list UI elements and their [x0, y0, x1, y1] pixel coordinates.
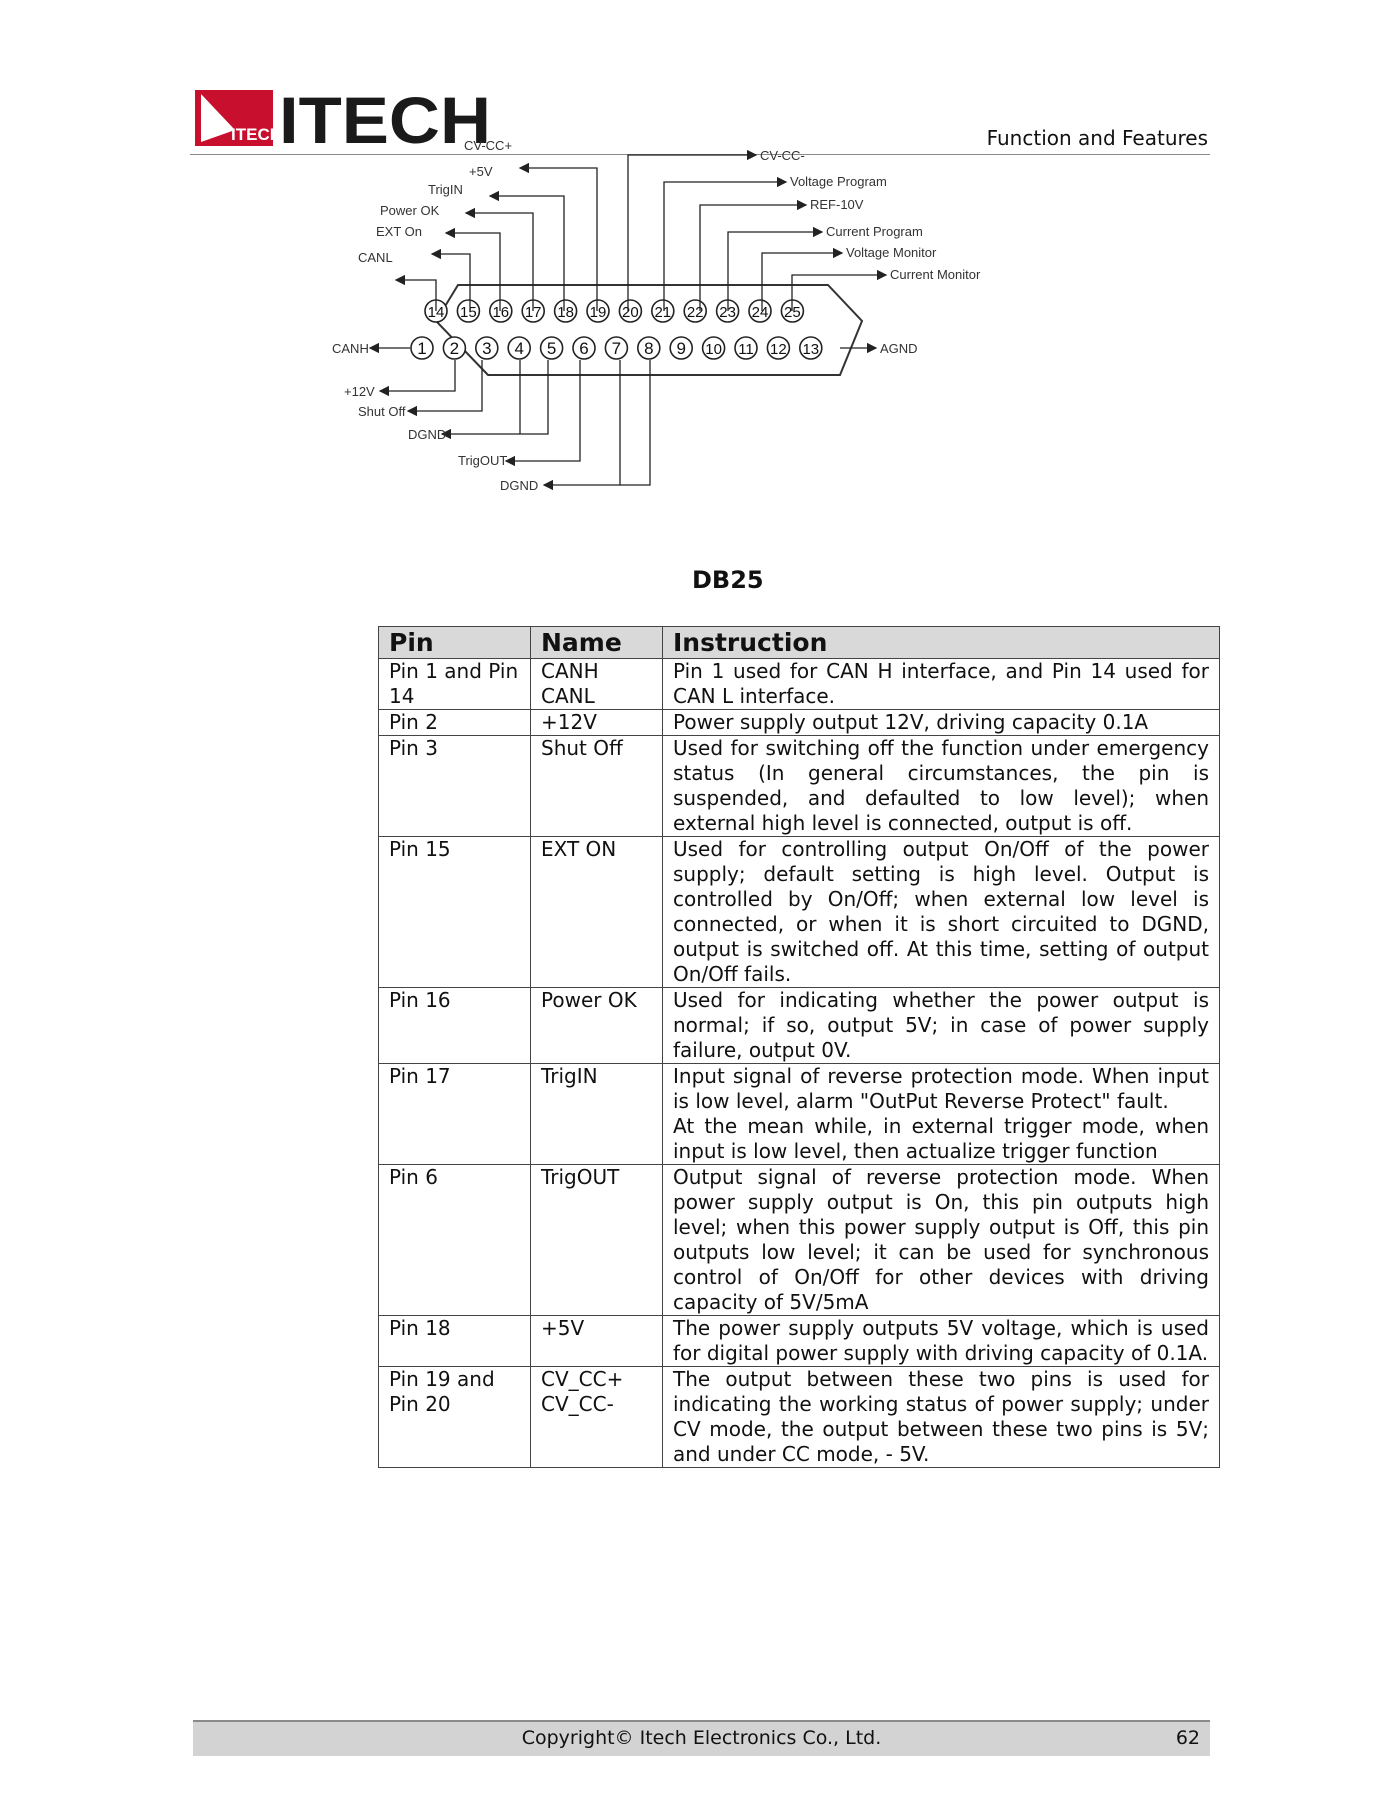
pin-25-label: 25: [784, 304, 801, 321]
label-plus5v: +5V: [469, 164, 493, 179]
cell-instruction: Used for indicating whether the power output is normal; if so, output 5V; in case of power supply failure, output 0V.: [663, 988, 1220, 1064]
pin-21-label: 21: [654, 304, 672, 321]
label-cv-cc-minus: CV-CC-: [760, 148, 805, 163]
table-row: [379, 1064, 1220, 1165]
table-row: [379, 659, 1220, 710]
cell-name: Shut Off: [531, 736, 663, 837]
label-current-monitor: Current Monitor: [890, 267, 981, 282]
label-shut-off: Shut Off: [358, 404, 406, 419]
table-header-row: [379, 627, 1220, 659]
cell-instruction: Output signal of reverse protection mode. When power supply output is On, this pin outputs high level; when this power supply output is Off, this pin outputs low level; it can be used for synchronous control of On/Off for other devices with driving capacity of 5V/5mA: [663, 1165, 1220, 1316]
cell-pin: Pin 2: [379, 710, 531, 736]
pin-22-label: 22: [686, 304, 704, 321]
table-row: [379, 988, 1220, 1064]
label-cv-cc-plus: CV-CC+: [464, 138, 513, 153]
cell-name: Power OK: [531, 988, 663, 1064]
pin-24-label: 24: [751, 304, 769, 321]
logo-wordmark: ITECH: [279, 83, 491, 157]
table-row: [379, 710, 1220, 736]
pin-13-label: 13: [802, 341, 820, 358]
cell-instruction: The power supply outputs 5V voltage, which is used for digital power supply with driving capacity of 0.1A.: [663, 1316, 1220, 1367]
pin-15-label: 15: [460, 304, 477, 321]
pin-5-label: 5: [546, 339, 557, 358]
label-dgnd-1: DGND: [408, 427, 447, 442]
header-name: Name: [531, 627, 663, 659]
table-row: [379, 837, 1220, 988]
diagram-caption: DB25: [692, 566, 764, 594]
label-plus12v: +12V: [344, 384, 375, 399]
pin-8-label: 8: [644, 339, 654, 358]
label-canl: CANL: [358, 250, 393, 265]
label-ref-10v: REF-10V: [810, 197, 864, 212]
cell-name: +5V: [531, 1316, 663, 1367]
cell-name: CANH CANL: [531, 659, 663, 710]
pin-1-label: 1: [417, 339, 427, 358]
cell-instruction: Used for controlling output On/Off of the power supply; default setting is high level. Output is controlled by On/Off; when external low level is connected, or when it is short circuited to DGND, output is switched off. At this time, setting of output On/Off fails.: [663, 837, 1220, 988]
pin-3-label: 3: [482, 339, 492, 358]
label-power-ok: Power OK: [380, 203, 440, 218]
cell-pin: Pin 18: [379, 1316, 531, 1367]
cell-instruction: The output between these two pins is used for indicating the working status of power supply; under CV mode, the output between these two pins is 5V; and under CC mode, - 5V.: [663, 1367, 1220, 1468]
section-title: Function and Features: [986, 126, 1208, 150]
cell-name: CV_CC+ CV_CC-: [531, 1367, 663, 1468]
db25-pinout-diagram: [332, 138, 1160, 595]
header-instruction: Instruction: [663, 627, 1220, 659]
pin-7-label: 7: [611, 339, 622, 358]
pin-14-label: 14: [427, 304, 445, 321]
table-row: [379, 1316, 1220, 1367]
table-row: [379, 736, 1220, 837]
label-ext-on: EXT On: [376, 224, 423, 239]
pin-table: [378, 626, 1220, 1468]
cell-instruction: Input signal of reverse protection mode. When input is low level, alarm "OutPut Reverse Protect" fault. At the mean while, in external trigger mode, when input is low level, then actualize trigger function: [663, 1064, 1220, 1165]
cell-pin: Pin 15: [379, 837, 531, 988]
pin-9-label: 9: [676, 339, 686, 358]
label-voltage-monitor: Voltage Monitor: [846, 245, 937, 260]
pin-18-label: 18: [557, 304, 574, 321]
page-footer: [193, 1720, 1210, 1756]
cell-instruction: Power supply output 12V, driving capacity 0.1A: [663, 710, 1220, 736]
label-canh: CANH: [332, 341, 369, 356]
label-dgnd-2: DGND: [500, 478, 539, 493]
table-row: [379, 1165, 1220, 1316]
cell-pin: Pin 17: [379, 1064, 531, 1165]
cell-pin: Pin 1 and Pin 14: [379, 659, 531, 710]
cell-pin: Pin 16: [379, 988, 531, 1064]
cell-pin: Pin 6: [379, 1165, 531, 1316]
cell-name: EXT ON: [531, 837, 663, 988]
logo-badge-text: ITECH: [231, 125, 282, 144]
cell-instruction: Used for switching off the function under emergency status (In general circumstances, the pin is suspended, and defaulted to low level); when external high level is connected, output is off.: [663, 736, 1220, 837]
label-trigout: TrigOUT: [458, 453, 508, 468]
table-row: [379, 1367, 1220, 1468]
page-number: 62: [1175, 1727, 1200, 1749]
pin-16-label: 16: [492, 304, 510, 321]
cell-name: +12V: [531, 710, 663, 736]
cell-pin: Pin 19 and Pin 20: [379, 1367, 531, 1468]
label-trigin: TrigIN: [428, 182, 463, 197]
bottom-pin-row: [411, 337, 822, 359]
copyright-text: Copyright© Itech Electronics Co., Ltd.: [521, 1727, 882, 1749]
pin-19-label: 19: [589, 304, 607, 321]
page-header: [190, 84, 1210, 155]
label-current-program: Current Program: [826, 224, 923, 239]
pin-20-label: 20: [622, 304, 639, 321]
pin-23-label: 23: [719, 304, 736, 321]
pin-11-label: 11: [738, 341, 754, 358]
cell-name: TrigOUT: [531, 1165, 663, 1316]
label-agnd: AGND: [880, 341, 918, 356]
pin-12-label: 12: [770, 341, 787, 358]
header-pin: Pin: [379, 627, 531, 659]
pin-10-label: 10: [705, 341, 722, 358]
label-voltage-program: Voltage Program: [790, 174, 887, 189]
top-pin-row: [425, 300, 803, 322]
pin-2-label: 2: [449, 339, 460, 358]
pin-6-label: 6: [579, 339, 589, 358]
cell-pin: Pin 3: [379, 736, 531, 837]
cell-instruction: Pin 1 used for CAN H interface, and Pin 14 used for CAN L interface.: [663, 659, 1220, 710]
cell-name: TrigIN: [531, 1064, 663, 1165]
pin-4-label: 4: [514, 339, 524, 358]
pin-17-label: 17: [524, 304, 542, 321]
